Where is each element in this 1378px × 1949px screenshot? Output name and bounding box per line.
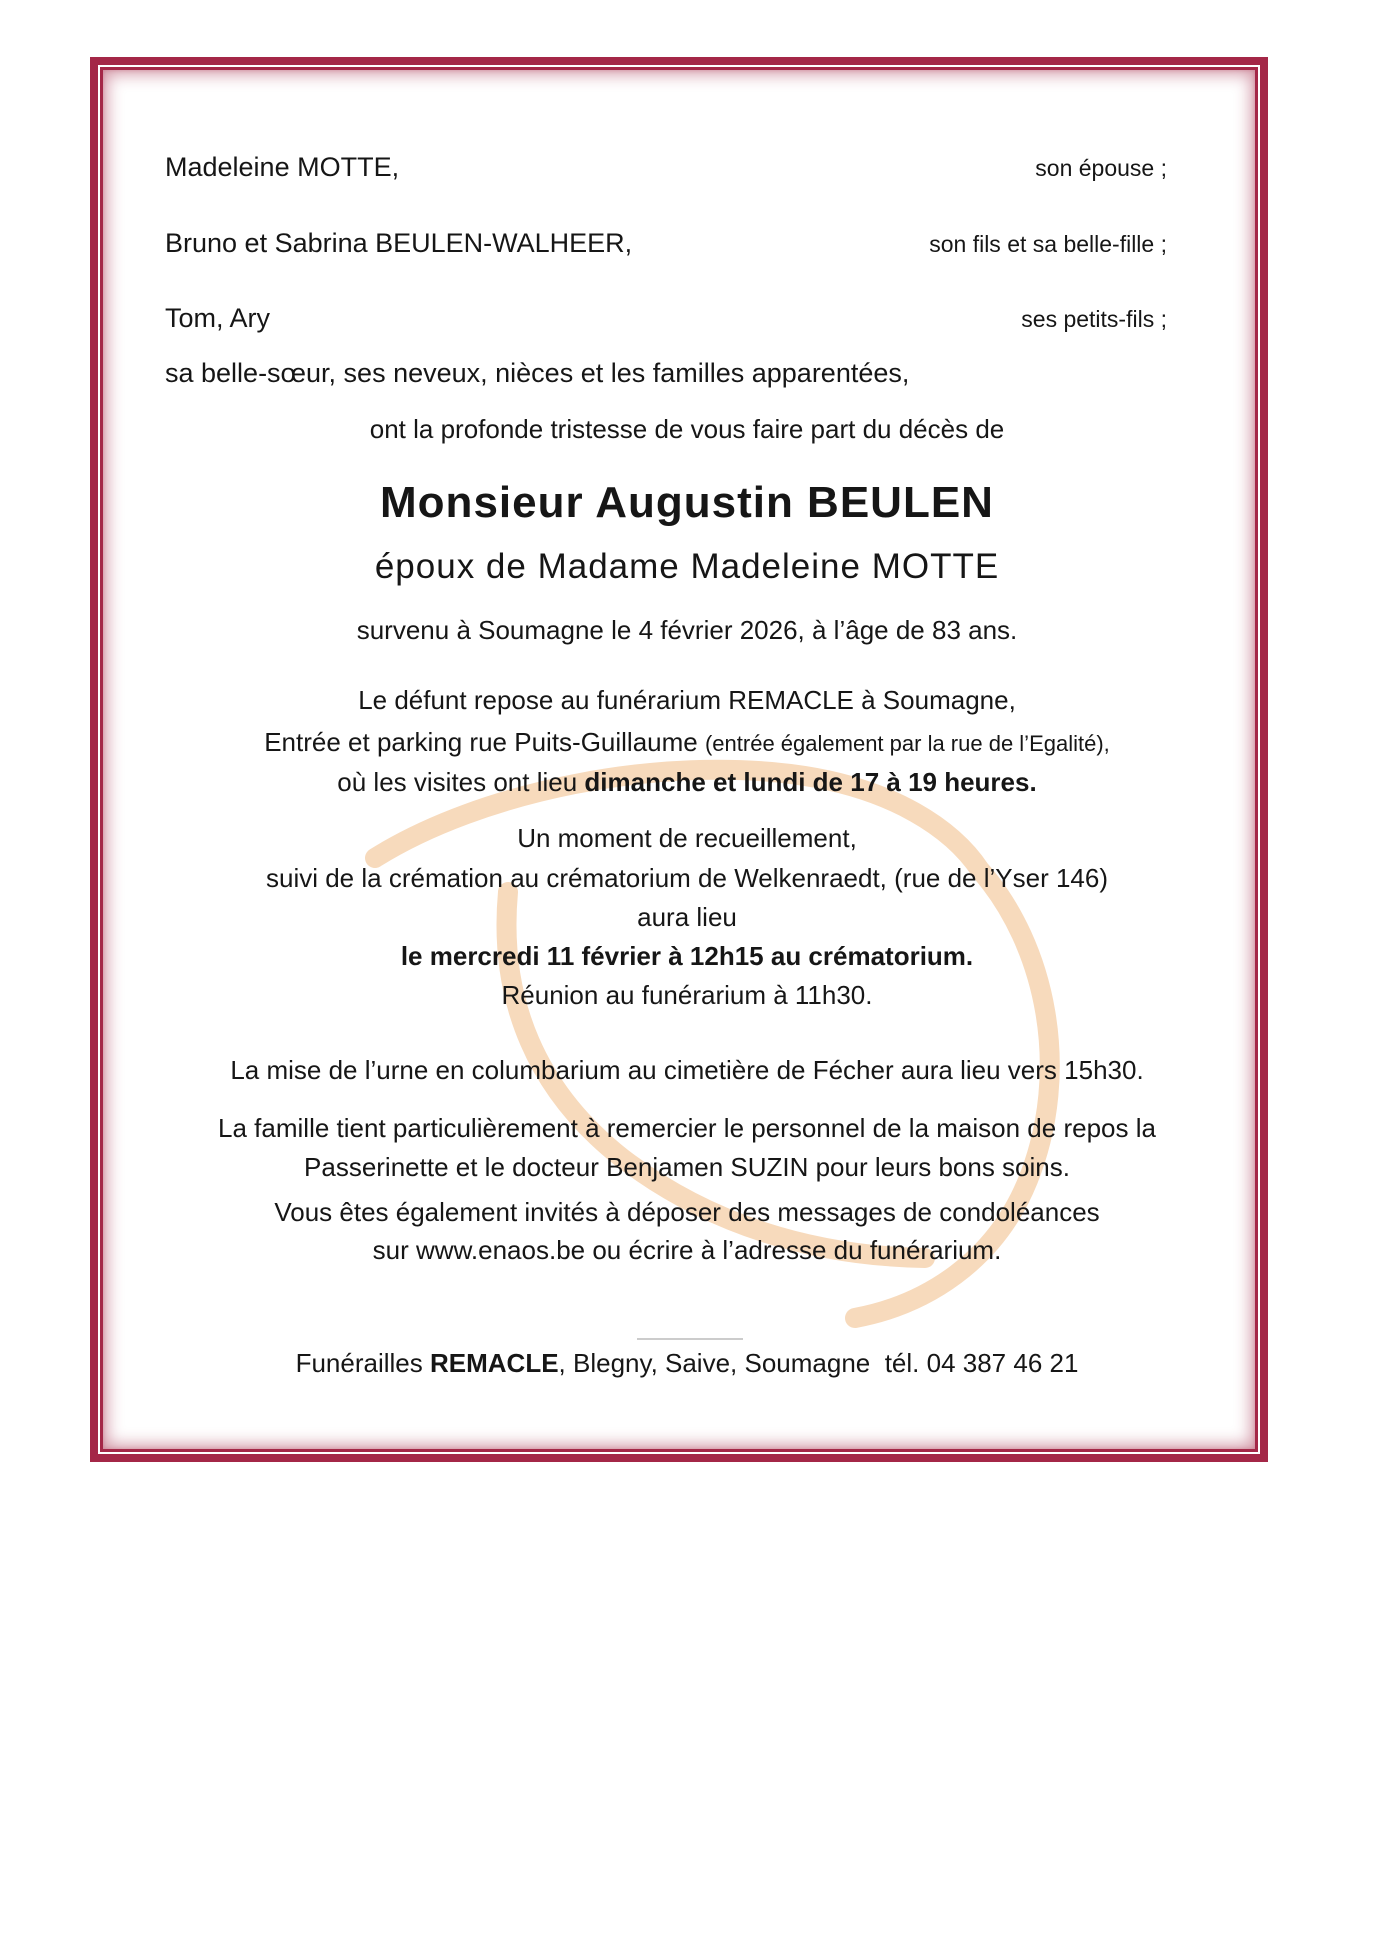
footer-funeral-home: REMACLE (429, 1348, 559, 1378)
intro-line: ont la profonde tristesse de vous faire part du décès de (369, 414, 1005, 444)
visits-schedule: dimanche et lundi de 17 à 19 heures. (584, 767, 1037, 797)
footer-suffix: , Blegny, Saive, Soumagne tél. 04 387 46 21 (558, 1348, 1079, 1378)
repose-line2-note: (entrée également par la rue de l’Egalité), (704, 731, 1110, 756)
deceased-name: Monsieur Augustin BEULEN (380, 478, 994, 527)
relative-name: Tom, Ary (165, 303, 271, 333)
ceremony-line1: Un moment de recueillement, (517, 823, 857, 853)
visits-prefix: où les visites ont lieu (337, 767, 585, 797)
family-line: sa belle-sœur, ses neveux, nièces et les familles apparentées, (165, 358, 910, 388)
death-line: survenu à Soumagne le 4 février 2026, à l’âge de 83 ans. (356, 615, 1018, 645)
relative-relation: son épouse ; (1035, 155, 1167, 181)
urn-line: La mise de l’urne en columbarium au cimetière de Fécher aura lieu vers 15h30. (230, 1055, 1144, 1085)
relative-name: Madeleine MOTTE, (165, 152, 400, 182)
ceremony-date: le mercredi 11 février à 12h15 au crématorium. (400, 941, 974, 971)
spouse-line: époux de Madame Madeleine MOTTE (374, 547, 1000, 586)
repose-line2-main: Entrée et parking rue Puits-Guillaume (264, 727, 705, 757)
frame-inner-line (100, 67, 1258, 1452)
ceremony-line3: aura lieu (637, 902, 737, 932)
relative-relation: ses petits-fils ; (1021, 306, 1167, 332)
ceremony-line5: Réunion au funérarium à 11h30. (501, 980, 873, 1010)
ceremony-line2: suivi de la crémation au crématorium de Welkenraedt, (rue de l’Yser 146) (265, 863, 1109, 893)
decorative-border-frame (90, 57, 1268, 1462)
relative-relation: son fils et sa belle-fille ; (929, 231, 1167, 257)
repose-line1: Le défunt repose au funérarium REMACLE à Soumagne, (358, 685, 1016, 715)
footer-prefix: Funérailles (295, 1348, 430, 1378)
condolences-line2: sur www.enaos.be ou écrire à l’adresse du funérarium. (372, 1235, 1002, 1265)
thanks-line2: Passerinette et le docteur Benjamen SUZIN pour leurs bons soins. (304, 1152, 1070, 1182)
relative-name: Bruno et Sabrina BEULEN-WALHEER, (165, 228, 633, 258)
condolences-line1: Vous êtes également invités à déposer des messages de condoléances (274, 1197, 1100, 1227)
thanks-line1: La famille tient particulièrement à remercier le personnel de la maison de repos la (218, 1113, 1156, 1143)
